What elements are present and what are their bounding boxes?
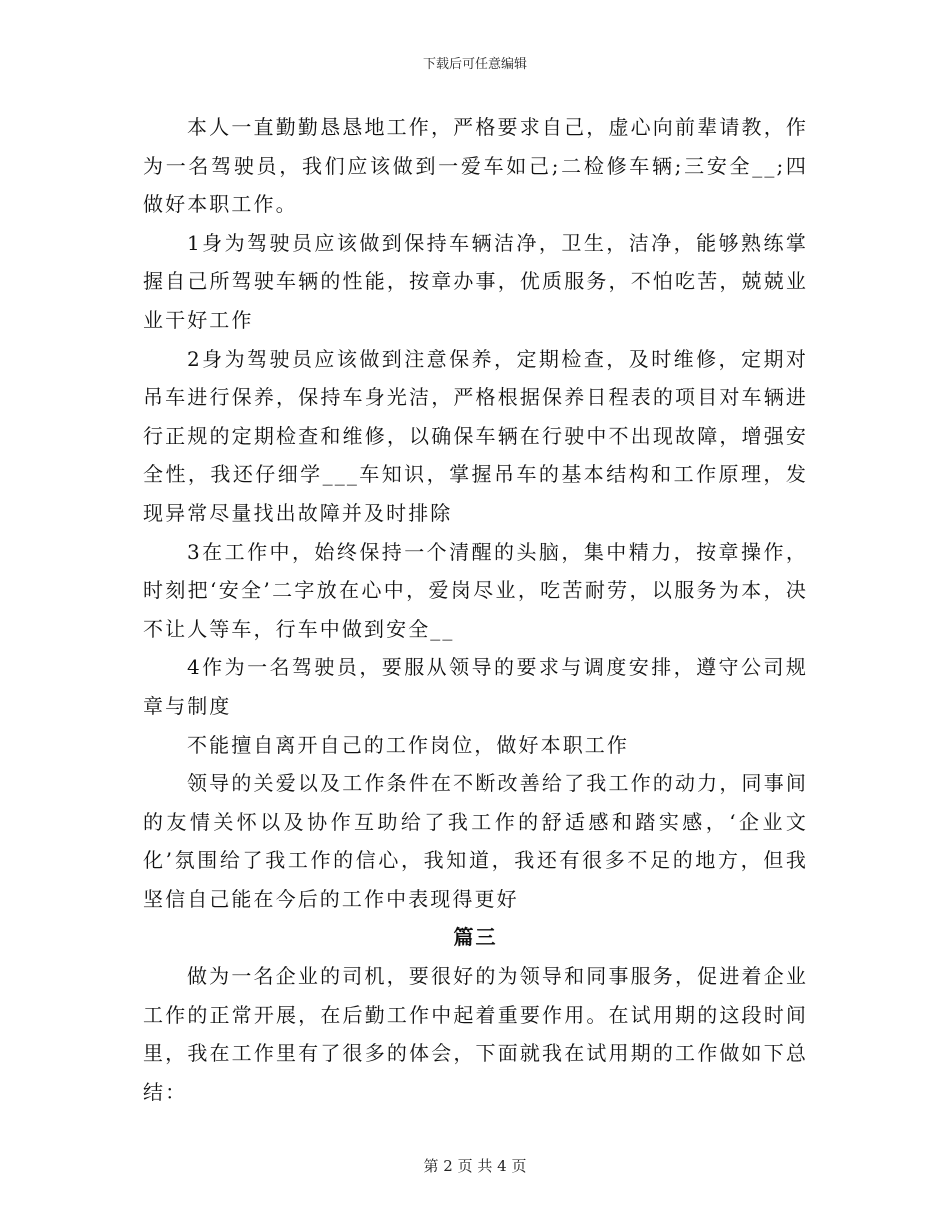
paragraph: 4作为一名驾驶员，要服从领导的要求与调度安排，遵守公司规章与制度: [143, 655, 808, 718]
paragraph: 3在工作中，始终保持一个清醒的头脑，集中精力，按章操作，时刻把‘安全’二字放在心中，爱岗尽业，吃苦耐劳，以服务为本，决不让人等车，行车中做到安全__: [143, 539, 808, 641]
page-header-note: 下载后可任意编辑: [422, 57, 527, 72]
section-title: 篇三: [453, 925, 498, 950]
paragraph: 领导的关爱以及工作条件在不断改善给了我工作的动力，同事间的友情关怀以及协作互助给了我工作的舒适感和踏实感，‘企业文化’氛围给了我工作的信心，我知道，我还有很多不足的地方，但我坚信自己能在今后的工作中表现得更好: [143, 771, 808, 911]
page-number: 第 2 页 共 4 页: [423, 1157, 527, 1175]
paragraph: 2身为驾驶员应该做到注意保养，定期检查，及时维修，定期对吊车进行保养，保持车身光洁，严格根据保养日程表的项目对车辆进行正规的定期检查和维修，以确保车辆在行驶中不出现故障，增强安全性，我还仔细学___车知识，掌握吊车的基本结构和工作原理，发现异常尽量找出故障并及时排除: [143, 346, 808, 525]
paragraph: 本人一直勤勤恳恳地工作，严格要求自己，虚心向前辈请教，作为一名驾驶员，我们应该做到一爱车如己;二检修车辆;三安全__;四做好本职工作。: [143, 115, 808, 217]
paragraph: 不能擅自离开自己的工作岗位，做好本职工作: [187, 732, 629, 757]
document-body: [143, 108, 808, 1111]
paragraph: 做为一名企业的司机，要很好的为领导和同事服务，促进着企业工作的正常开展，在后勤工作中起着重要作用。在试用期的这段时间里，我在工作里有了很多的体会，下面就我在试用期的工作做如下总结：: [143, 964, 808, 1104]
paragraph: 1身为驾驶员应该做到保持车辆洁净，卫生，洁净，能够熟练掌握自己所驾驶车辆的性能，按章办事，优质服务，不怕吃苦，兢兢业业干好工作: [143, 230, 808, 332]
